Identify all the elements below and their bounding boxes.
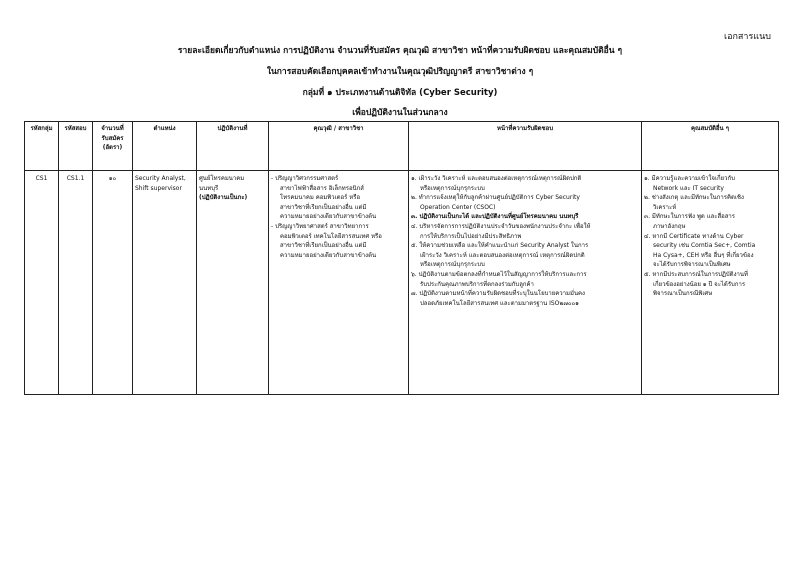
workplace-line-3: (ปฏิบัติงานเป็นกะ) <box>199 194 248 202</box>
header-exam-code: รหัสสอบ <box>59 122 93 171</box>
list-item: เกี่ยวข้องอย่างน้อย ๑ ปี จะได้รับการ <box>653 280 746 288</box>
list-item: ภาษาอังกฤษ <box>653 222 686 230</box>
list-item: การให้บริการเป็นไปอย่างมีประสิทธิภาพ <box>420 232 522 240</box>
cell-group-code: CS1 <box>25 171 59 395</box>
table-row <box>25 171 779 395</box>
list-item: ๒. ทำการแจ้งเหตุให้กับลูกค้าผ่านศูนย์ปฏิบัติการ Cyber Security <box>411 194 580 202</box>
cell-qualification <box>269 171 409 395</box>
qualification-list <box>271 174 406 260</box>
list-item: พิจารณาเป็นกรณีพิเศษ <box>653 290 713 298</box>
attachment-label: เอกสารแนบ <box>724 32 771 42</box>
cell-exam-code: CS1.1 <box>59 171 93 395</box>
duties-list <box>411 174 639 308</box>
list-item: โทรคมนาคม คอมพิวเตอร์ หรือ <box>280 194 361 202</box>
header-position: ตำแหน่ง <box>133 122 197 171</box>
list-item: - ปริญญาวิศวกรรมศาสตร์ <box>271 175 339 182</box>
list-item: ความหมายอย่างเดียวกับสาขาข้างต้น <box>280 213 377 221</box>
header-count-line-1: จำนวนที่ <box>101 125 124 132</box>
other-list <box>644 174 776 299</box>
header-workplace: ปฏิบัติงานที่ <box>197 122 269 171</box>
header-count <box>93 122 133 171</box>
list-item: ๓. มีทักษะในการฟัง พูด และสื่อสาร <box>644 213 736 221</box>
list-item: ๔. บริหารจัดการการปฏิบัติงานประจำวันของพนักงานประจำกะ เพื่อให้ <box>411 222 591 230</box>
header-qualification: คุณวุฒิ / สาขาวิชา <box>269 122 409 171</box>
list-item: ๑. มีความรู้และความเข้าใจเกี่ยวกับ <box>644 175 735 182</box>
list-item: ๑. เฝ้าระวัง วิเคราะห์ และตอบสนองต่อเหตุการณ์เหตุการณ์ผิดปกติ <box>411 175 582 182</box>
list-item: คอมพิวเตอร์ เทคโนโลยีสารสนเทศ หรือ <box>280 232 382 240</box>
list-item: ปลอดภัยเทคโนโลยีสารสนเทศ และตามมาตรฐาน ISO๒๗๐๐๑ <box>420 299 579 307</box>
heading-location: เพื่อปฏิบัติงานในส่วนกลาง <box>352 108 448 118</box>
list-item: รับประกันคุณภาพบริการที่ตกลงร่วมกับลูกค้า <box>420 280 534 288</box>
list-item: Ha Cysa+, CEH หรือ อื่นๆ ที่เกี่ยวข้อง <box>653 251 754 259</box>
list-item: Network และ IT security <box>653 184 724 192</box>
position-line-2: Shift supervisor <box>135 184 182 192</box>
list-item: ความหมายอย่างเดียวกับสาขาข้างต้น <box>280 251 377 259</box>
list-item: จะได้รับการพิจารณาเป็นพิเศษ <box>653 261 731 269</box>
header-duties: หน้าที่ความรับผิดชอบ <box>409 122 642 171</box>
list-item: - ปริญญาวิทยาศาสตร์ สาขาวิทยาการ <box>271 222 369 230</box>
list-item: ๔. หากมี Certificate ทางด้าน Cyber <box>644 232 744 240</box>
list-item: security เช่น Comtia Sec+, Comtia <box>653 242 756 250</box>
cell-workplace <box>197 171 269 395</box>
positions-table <box>24 121 779 395</box>
list-item: สาขาไฟฟ้าสื่อสาร อิเล็กทรอนิกส์ <box>280 184 364 192</box>
list-item: หรือเหตุการณ์บุกรุกระบบ <box>420 261 485 269</box>
heading-title: รายละเอียดเกี่ยวกับตำแหน่ง การปฏิบัติงาน จำนวนที่รับสมัคร คุณวุฒิ สาขาวิชา หน้าที่ความรับผิดชอบ และคุณสมบัติอื่น ๆ <box>177 46 623 56</box>
list-item: วิเคราะห์ <box>653 203 677 211</box>
list-item: ๕. ให้ความช่วยเหลือ และให้คำแนะนำแก่ Security Analyst ในการ <box>411 242 589 250</box>
list-item: ๕. หากมีประสบการณ์ในการปฏิบัติงานที่ <box>644 270 748 278</box>
header-count-line-3: (อัตรา) <box>102 144 123 152</box>
cell-count: ๑๐ <box>93 171 133 395</box>
workplace-line-1: ศูนย์โทรคมนาคม <box>199 175 245 182</box>
cell-other <box>642 171 779 395</box>
list-item: ๒. ช่างสังเกตุ และมีทักษะในการคิดเชิง <box>644 194 744 202</box>
header-group-code: รหัสกลุ่ม <box>25 122 59 171</box>
cell-position <box>133 171 197 395</box>
list-item: หรือเหตุการณ์บุกรุกระบบ <box>420 184 485 192</box>
list-item: Operation Center (CSOC) <box>420 203 496 211</box>
list-item: สาขาวิชาที่เรียกเป็นอย่างอื่น แต่มี <box>280 242 367 250</box>
header-count-line-2: รับสมัคร <box>101 134 124 142</box>
cell-duties <box>409 171 642 395</box>
workplace-line-2: นนทบุรี <box>199 184 219 192</box>
list-item: ๖. ปฏิบัติงานตามข้อตกลงที่กำหนดไว้ในสัญญาการให้บริการและการ <box>411 270 587 278</box>
list-item: ๓. ปฏิบัติงานเป็นกะได้ และปฏิบัติงานที่ศูนย์โทรคมนาคม นนทบุรี <box>411 213 579 221</box>
header-other: คุณสมบัติอื่น ๆ <box>642 122 779 171</box>
position-line-1: Security Analyst, <box>135 175 186 182</box>
heading-subtitle: ในการสอบคัดเลือกบุคคลเข้าทำงานในคุณวุฒิปริญญาตรี สาขาวิชาต่าง ๆ <box>266 67 534 77</box>
table-header-row <box>25 122 779 171</box>
list-item: ๗. ปฏิบัติงานตามหน้าที่ความรับผิดชอบที่ระบุในนโยบายความมั่นคง <box>411 290 585 298</box>
heading-group: กลุ่มที่ ๑ ประเภทงานด้านดิจิทัล (Cyber Security) <box>302 88 498 98</box>
list-item: สาขาวิชาที่เรียกเป็นอย่างอื่น แต่มี <box>280 203 367 211</box>
list-item: เฝ้าระวัง วิเคราะห์ และตอบสนองต่อเหตุการณ์ เหตุการณ์ผิดปกติ <box>420 251 585 259</box>
